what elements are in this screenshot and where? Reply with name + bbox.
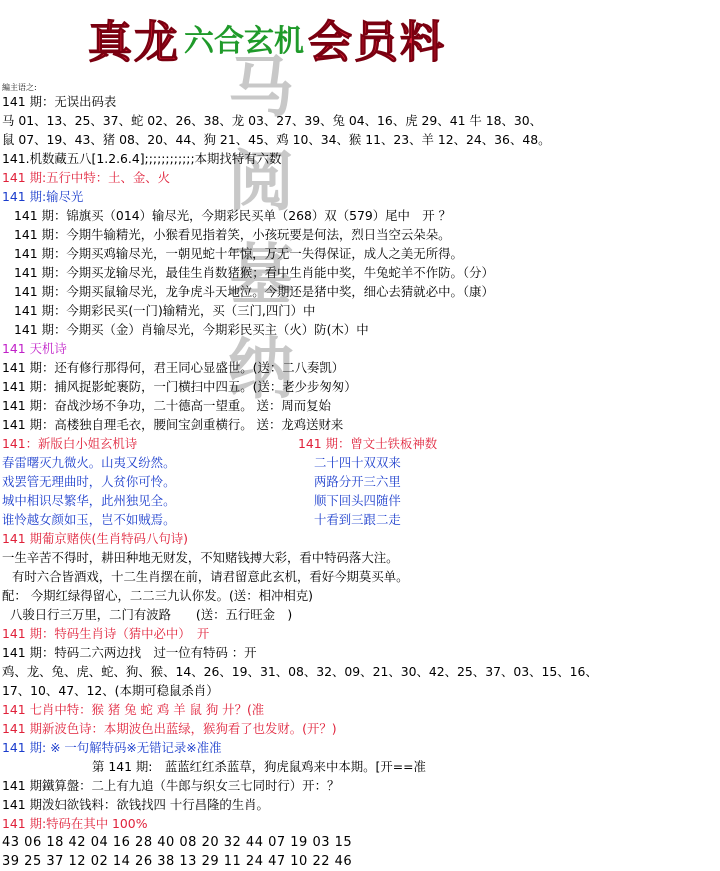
white-lady-poem-line-4: 谁怜越女颜如玉，岂不如贼焉。 [2,512,176,527]
zodiac-number-row-1: 马 01、13、25、37、蛇 02、26、38、龙 03、27、39、兔 04、16、虎 29、41 牛 18、30、 [2,113,543,128]
shrew-money-line: 141 期泼妇欲钱料：欲钱找四 十行昌隆的生肖。 [2,797,269,812]
iron-plate-line-2: 两路分开三六里 [314,474,401,489]
machine-number-line: 141.机数藏五八[1.2.6.4];;;;;;;;;;;;本期找特有六数 [2,151,282,166]
heaven-poem-line-2: 141 期：捕风捉影蛇裹防，一门横扫中四五。(送：老少步匆匆） [2,379,357,394]
iron-plate-line-4: 十看到三跟二走 [314,512,401,527]
title-green-part: 六合玄机 [184,24,304,59]
white-lady-poem-line-1: 春雷曙灭九微火。山夷又纷然。 [2,455,176,470]
gambler-poem-line-4: 八骏日行三万里，二门有波路 (送：五行旺金 ) [10,607,293,622]
zodiac-number-row-2: 鼠 07、19、43、猪 08、20、44、狗 21、45、鸡 10、34、猴 11、23、羊 12、24、36、48。 [2,132,551,147]
heaven-poem-heading: 141 天机诗 [2,341,67,356]
watermark-char-3: 墓 [228,236,294,314]
seven-zodiac-line: 141 七肖中特：猴 猪 兔 蛇 鸡 羊 鼠 狗 廾？(准 [2,702,265,717]
white-lady-poem-heading: 141：新版白小姐玄机诗 [2,436,138,451]
lose-all-line-6: 141 期：今期彩民买(一门)输精光，买（三门,四门）中 [14,303,316,318]
white-lady-poem-line-2: 戏罢管无理曲时，人贫你可怜。 [2,474,176,489]
one-sentence-heading: 141 期: ※ 一句解特码※无错记录※准准 [2,740,222,755]
lose-all-line-4: 141 期：今期买龙输尽光，最佳生肖数猪猴；看中生肖能中奖，牛兔蛇羊不作防。（分） [14,265,494,280]
lose-all-line-3: 141 期：今期买鸡输尽光，一朝见蛇十年惊，万无一失得保证，成人之美无所得。 [14,246,463,261]
iron-plate-line-3: 顺下回头四随伴 [314,493,401,508]
zodiac-poem-heading: 141 期：特码生肖诗（猜中必中） 开 [2,626,210,641]
title-red-part-2: 会员料 [308,17,446,68]
watermark-char-4: 纳 [228,330,294,408]
watermark-char-1: 马 [228,48,294,126]
heaven-poem-line-4: 141 期：高楼独自理毛衣，腰间宝剑重横行。 送：龙鸡送财来 [2,417,344,432]
number-row-1: 43 06 18 42 04 16 28 40 08 20 32 44 07 19 03 15 [2,835,353,850]
lose-all-line-5: 141 期：今期买鼠输尽光，龙争虎斗天地泣。今期还是猪中奖，细心去猜就必中。（康） [14,284,494,299]
white-lady-poem-line-3: 城中相识尽繁华，此州独见全。 [2,493,176,508]
gambler-poem-heading: 141 期葡京赌侠(生肖特码八句诗) [2,531,188,546]
lose-all-line-2: 141 期：今期牛输精光，小猴看见指着笑，小孩玩要是何法，烈日当空云朵朵。 [14,227,451,242]
gambler-poem-line-2: 有时六合皆酒戏，十二生肖摆在前，请君留意此玄机，看好今期莫买单。 [12,569,409,584]
gambler-poem-line-1: 一生辛苦不得时，耕田种地无财发，不知赌钱搏大彩，看中特码落大注。 [2,550,399,565]
iron-abacus-line: 141 期鐵算盤：二上有九追（牛郎与织女三七同时行）开：？ [2,778,340,793]
special-code-heading: 141 期:特码在其中 100% [2,816,148,831]
iron-plate-heading: 141 期：曾文士铁板神数 [298,436,438,451]
gambler-poem-line-3: 配： 今期红绿得留心，二二三九认你发。(送：相冲相克) [2,588,313,603]
lose-all-line-1: 141 期：锦旗买（014）输尽光，今期彩民买单（268）双（579）尾中 开 ？ [14,208,452,223]
one-sentence-line: 第 141 期: 蓝蓝红红杀蓝草，狗虎鼠鸡来中本期。[开==准 [92,759,426,774]
header-banner [0,0,720,92]
selection-row-2: 17、10、47、12、(本期可稳鼠杀肖） [2,683,219,698]
title-red-part-1: 真龙 [88,17,180,68]
five-elements-line: 141 期:五行中特：土、金、火 [2,170,171,185]
lose-all-line-7: 141 期：今期买（金）肖输尽光，今期彩民买主（火）防(木）中 [14,322,369,337]
two-six-line: 141 期：特码二六两边找 过一位有特码 ：开 [2,645,257,660]
lose-all-heading: 141 期:输尽光 [2,189,84,204]
selection-row-1: 鸡、龙、兔、虎、蛇、狗、猴、14、26、19、31、08、32、09、21、30、42、25、37、03、15、16、 [2,664,598,679]
no-error-table-heading: 141 期：无误出码表 [2,94,117,109]
number-row-2: 39 25 37 12 02 14 26 38 13 29 11 24 47 10 22 46 [2,854,353,869]
heaven-poem-line-3: 141 期：奋战沙场不争功，二十德高一望重。 送：周而复始 [2,398,331,413]
intro-note: 編主语之: [2,83,37,92]
iron-plate-line-1: 二十四十双双来 [314,455,401,470]
page-title [88,6,446,70]
watermark-char-2: 阅 [228,142,294,220]
wave-color-poem-line: 141 期新波色诗：本期波色出蓝绿，猴狗看了也发财。(开？) [2,721,337,736]
heaven-poem-line-1: 141 期：还有修行那得何，君王同心显盛世。(送：二八奏凯） [2,360,345,375]
